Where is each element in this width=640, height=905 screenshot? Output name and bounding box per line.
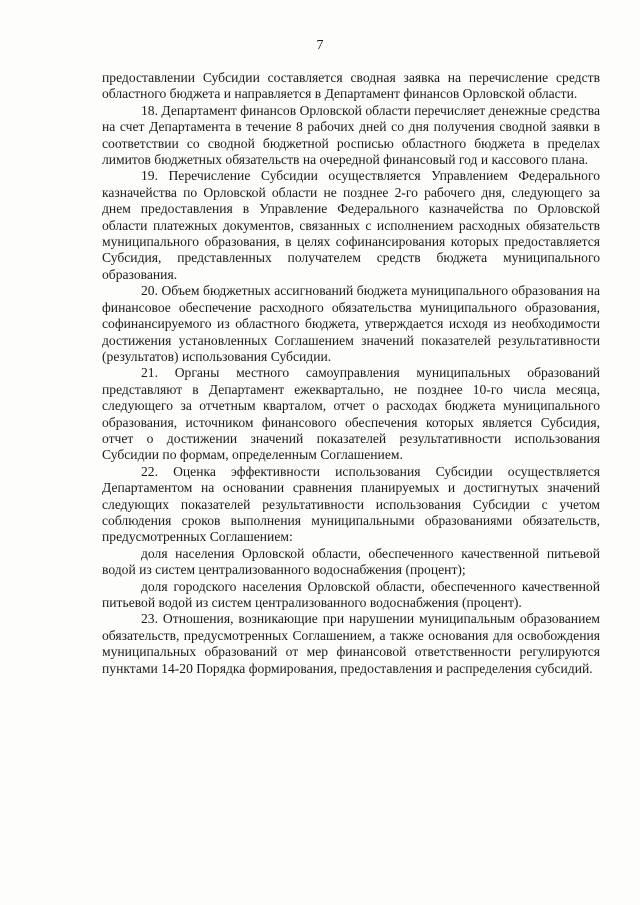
paragraph-continuation: предоставлении Субсидии составляется сводная заявка на перечисление средств областного бюджета и направляется в Департамент финансов Орловской области. [102,70,600,102]
paragraph-18: 18. Департамент финансов Орловской области перечисляет денежные средства на счет Департамента в течение 8 рабочих дней со дня получения сводной заявки в соответствии со сводной бюджетной росписью областного бюджета в пределах лимитов бюджетных обязательств на очередной финансовый год и кассового плана. [102,102,600,168]
paragraph-19: 19. Перечисление Субсидии осуществляется Управлением Федерального казначейства по Орловской области не позднее 2-го рабочего дня, следующего за днем предоставления в Управление Федерального казначейства по Орловской области платежных документов, связанных с исполнением расходных обязательств муниципального образования, в целях софинансирования которых предоставляется Субсидия, представленных получателем средств бюджета муниципального образования. [102,168,600,282]
indicator-item-1: доля населения Орловской области, обеспеченного качественной питьевой водой из систем централизованного водоснабжения (процент); [102,545,600,578]
indicator-item-2: доля городского населения Орловской области, обеспеченного качественной питьевой водой из систем централизованного водоснабжения (процент). [102,578,600,610]
page-number: 7 [316,38,324,53]
paragraph-21: 21. Органы местного самоуправления муниципальных образований представляют в Департамент ежеквартально, не позднее 10-го числа месяца, следующего за отчетным кварталом, отчет о расходах бюджета муниципального образования, источником финансового обеспечения которых является Субсидия, отчет о достижении значений показателей результативности использования Субсидии по формам, определенным Соглашением. [102,365,600,463]
paragraph-23: 23. Отношения, возникающие при нарушении муниципальным образованием обязательств, предусмотренных Соглашением, а также основания для освобождения муниципальных образований от мер финансовой ответственности регулируются пунктами 14-20 Порядка формирования, предоставления и распределения субсидий. [102,611,600,676]
paragraph-22: 22. Оценка эффективности использования Субсидии осуществляется Департаментом на основании сравнения планируемых и достигнутых значений следующих показателей результативности использования Субсидии с учетом соблюдения сроков выполнения муниципальными образованиями обязательств, предусмотренных Соглашением: [102,463,600,545]
paragraph-20: 20. Объем бюджетных ассигнований бюджета муниципального образования на финансовое обеспечение расходного обязательства муниципального образования, софинансируемого из областного бюджета, утверждается исходя из необходимости достижения установленных Соглашением значений показателей результативности (результатов) использования Субсидии. [102,283,600,364]
document-body [102,70,600,677]
